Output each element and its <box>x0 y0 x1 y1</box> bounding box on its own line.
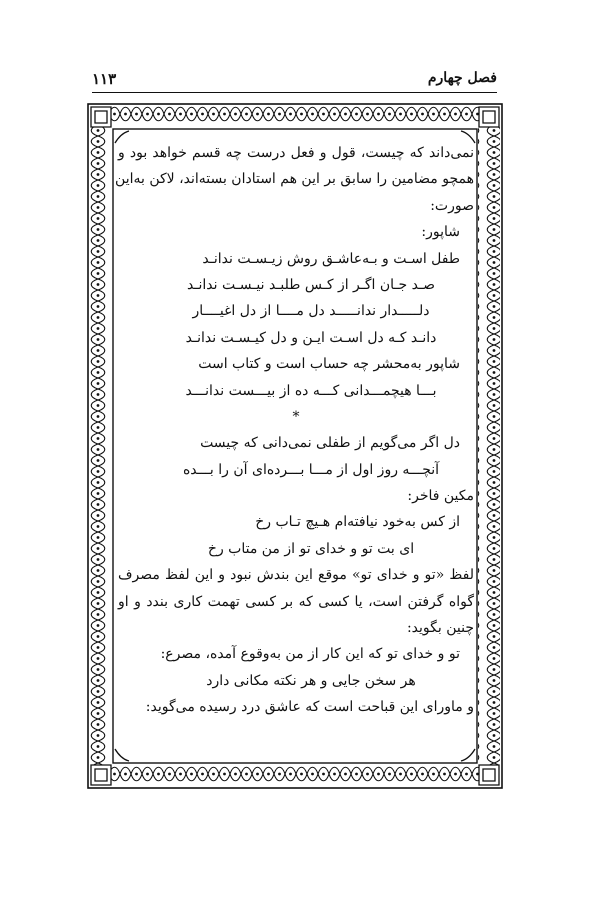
verse-line: طفل اسـت و بـه‌عاشـق روش زیـسـت ندانـد <box>202 250 460 267</box>
verse-line: تو و خدای تو که این کار از من به‌وقوع آمده، مصرع: <box>160 646 460 663</box>
page-header <box>92 70 497 96</box>
verse-line: آنچـــه روز اول از مـــا بـــرده‌ای آن را بـــده <box>182 461 440 478</box>
page-body-text <box>115 140 474 721</box>
prose-line: مکین فاخر: <box>407 488 474 505</box>
header-rule <box>92 92 497 93</box>
verse-line: دلـــــدار ندانـــــد دل مــــا از دل اغیــــار <box>192 303 430 320</box>
verse-line: دانـد کـه دل اسـت ایـن و دل کیـسـت ندانـد <box>185 329 437 346</box>
verse-line: صـد جـان اگـر از کـس طلبـد نیـسـت ندانـد <box>187 276 435 293</box>
verse-line: از کس به‌خود نیافته‌ام هـیچ تـاب رخ <box>255 514 460 531</box>
verse-line: شاپور: <box>421 224 460 241</box>
prose-line: چنین بگوید: <box>406 620 474 637</box>
prose-line: صورت: <box>430 197 474 214</box>
page-number: ۱۱۳ <box>92 70 117 88</box>
verse-line: دل اگر می‌گویم از طفلی نمی‌دانی که چیست <box>200 435 460 452</box>
prose-line: لفظ «تو و خدای تو» موقع این بندش نبود و این لفظ مصرف <box>118 567 474 584</box>
prose-line: نمی‌داند که چیست، قول و فعل درست چه قسم خواهد بود و <box>118 145 474 161</box>
prose-line: گواه گرفتن است، یا کسی که بر کسی تهمت کاری بندد و او <box>118 593 474 610</box>
verse-line: ای بت تو و خدای تو از من متاب رخ <box>207 540 415 557</box>
chapter-title: فصل چهارم <box>427 70 497 86</box>
prose-line: و ماورای این قباحت است که عاشق درد رسیده می‌گوید: <box>145 699 474 716</box>
prose-line: همچو مضامین را سابق بر این هم استادان بسته‌اند، لاکن به‌این <box>115 171 474 188</box>
verse-line: بـــا هیچمـــدانی کـــه ده از بیـــست ندانـــد <box>185 382 437 399</box>
verse-line: شاپور به‌محشر چه حساب است و کتاب است <box>198 356 460 373</box>
verse-line: هر سخن جایی و هر نکته مکانی دارد <box>206 672 416 689</box>
verse-separator: * <box>292 408 300 425</box>
